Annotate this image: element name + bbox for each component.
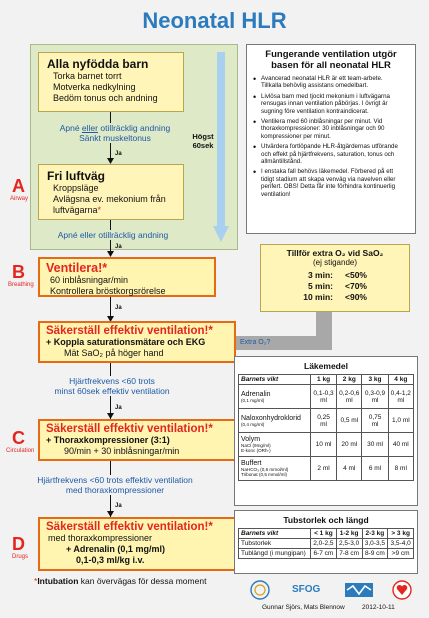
- principle-text-line: I enstaka fall behövs läkemedel. Förbered på ett: [261, 168, 394, 176]
- heart-logo-icon: [392, 580, 412, 600]
- medication-dose-cell: 4 ml: [337, 457, 362, 481]
- hr-condition-2-line1: Hjärtfrekvens <60 trots effektiv ventilation: [37, 475, 193, 485]
- o2-threshold-row: [261, 292, 409, 303]
- yes-label-1: Ja: [115, 151, 122, 157]
- tube-row: [239, 539, 414, 549]
- medication-dose-cell: 6 ml: [362, 457, 388, 481]
- hr-condition-1-line2: minst 60sek effektiv ventilation: [54, 386, 170, 396]
- medication-dose-cell: 0,75 ml: [362, 409, 388, 433]
- step-letter-c: C: [12, 428, 25, 448]
- medications-header-col: 2 kg: [337, 375, 362, 385]
- medication-sub: (0,4 mg/ml): [241, 421, 265, 427]
- principles-heading: [253, 49, 409, 71]
- intubation-rest: kan övervägas för dessa moment: [78, 576, 207, 586]
- medications-header-col: 3 kg: [362, 375, 388, 385]
- yes-label-3: Ja: [115, 305, 122, 311]
- medications-header-row: [239, 375, 414, 385]
- tube-value-cell: 2,0-2,5: [311, 539, 337, 549]
- ensure-ventilation-box-d: [38, 517, 236, 571]
- apnea-condition-2: Apné eller otillräcklig andning: [48, 230, 178, 240]
- principle-text-line: rensugas innan ventilation påbörjas. I övrigt är: [261, 100, 388, 108]
- box2-line-2: Avlägsna ev. mekonium från: [53, 194, 166, 204]
- o2-box-line2: (ej stigande): [312, 258, 358, 267]
- ensure-d-line-3: 0,1-0,3 ml/kg i.v.: [76, 555, 145, 565]
- principle-item: [253, 75, 409, 90]
- medication-dose-cell: 40 ml: [388, 433, 413, 457]
- o2-threshold-value: <90%: [345, 292, 367, 302]
- apnea-condition-1-line2: Sänkt muskeltonus: [79, 133, 151, 143]
- o2-threshold-time: 10 min:: [303, 292, 333, 302]
- medication-dose-cell: 0,4-1,2 ml: [388, 385, 413, 409]
- ensure-c-line-2: 90/min + 30 inblåsningar/min: [64, 446, 180, 456]
- sfog-logo: SFOG: [292, 584, 321, 595]
- footer-authors: Gunnar Sjörs, Mats Blennow: [262, 604, 345, 611]
- medication-sub2: Tribonat (0,5 mmol/ml): [241, 472, 288, 477]
- intubation-star: *: [34, 576, 38, 586]
- box1-line-3: Bedöm tonus och andning: [53, 93, 158, 103]
- o2-box-line1: Tillför extra O₂ vid SaO₂: [286, 248, 384, 258]
- bullet-icon: •: [253, 91, 257, 102]
- o2-threshold-row: [261, 270, 409, 281]
- tube-row: [239, 549, 414, 559]
- step-sub-airway: Airway: [10, 196, 29, 202]
- hr-condition-2-line2: med thoraxkompressioner: [65, 485, 165, 495]
- tube-value-cell: 3,0-3,5: [362, 539, 388, 549]
- seal-logo-icon: [250, 580, 270, 600]
- medication-dose-cell: 8 ml: [388, 457, 413, 481]
- medications-title: Läkemedel: [304, 361, 348, 371]
- medication-sub2: E-konc (ORh-): [241, 448, 271, 453]
- tube-value-cell: 8-9 cm: [362, 549, 388, 559]
- o2-threshold-row: [261, 281, 409, 292]
- apnea-or-underlined: eller: [81, 123, 98, 133]
- tubes-header-col: 1-2 kg: [336, 529, 362, 539]
- principle-text-line: thoraxkompressioner: 30 inblåsningar och 90: [261, 125, 385, 133]
- tubes-header-col: > 3 kg: [388, 529, 414, 539]
- principles-panel: [246, 44, 416, 234]
- medication-dose-cell: 1,0 ml: [388, 409, 413, 433]
- bullet-icon: •: [253, 142, 257, 153]
- o2-threshold-value: <70%: [345, 281, 367, 291]
- principle-text-line: kompressioner per minut.: [261, 132, 331, 140]
- medication-name-cell: [239, 409, 311, 433]
- principle-text-line: tidigt stadium att skapa venväg via navelven eller: [261, 175, 396, 183]
- box2-line-3-wrap: [53, 205, 175, 216]
- tube-value-cell: 7-8 cm: [336, 549, 362, 559]
- ventilate-box: [38, 257, 216, 297]
- principle-text-line: Ventilera med 60 inblåsningar per minut. Vid: [261, 118, 383, 126]
- medication-dose-cell: 0,1-0,3 ml: [311, 385, 337, 409]
- box2-line-1: Kroppsläge: [53, 183, 99, 193]
- tubes-title: Tubstorlek och längd: [283, 515, 369, 525]
- ensure-d-line-2: + Adrenalin (0,1 mg/ml): [66, 544, 165, 554]
- medication-dose-cell: 0,5 ml: [337, 409, 362, 433]
- medication-name: Adrenalin: [241, 390, 271, 398]
- ventilate-line-2: Kontrollera bröstkorgsrörelse: [50, 286, 166, 296]
- ensure-c-line-1: + Thoraxkompressioner (3:1): [46, 435, 170, 445]
- apnea-text-b: otillräcklig andning: [97, 123, 171, 133]
- tube-value-cell: >9 cm: [388, 549, 414, 559]
- ensure1-line-2: Mät SaO₂ på höger hand: [64, 348, 164, 358]
- principle-text-line: och effekt på hjärtfrekvens, saturation, tonus och: [261, 150, 395, 158]
- tubes-header-weight: Barnets vikt: [239, 529, 311, 539]
- ensure-ventilation-box-1: [38, 321, 236, 363]
- step-letter-b: B: [12, 262, 25, 282]
- intubation-note: [34, 576, 206, 586]
- principle-item: [253, 168, 409, 198]
- medication-row: [239, 433, 414, 457]
- principle-text-line: Utvärdera fortlöpande HLR-åtgärdernas utförande: [261, 143, 398, 151]
- principle-text-line: Avancerad neonatal HLR är ett team-arbete.: [261, 75, 383, 82]
- page-title: Neonatal HLR: [142, 8, 287, 33]
- medication-dose-cell: 30 ml: [362, 433, 388, 457]
- ensure1-line-1: + Koppla saturationsmätare och EKG: [46, 337, 206, 347]
- tube-value-cell: 2,5-3,0: [336, 539, 362, 549]
- ensure-d-line-1: med thoraxkompressioner: [48, 533, 153, 543]
- medication-name-cell: [239, 385, 311, 409]
- medication-row: [239, 409, 414, 433]
- time-limit-line1: Högst: [192, 132, 214, 141]
- medication-dose-cell: 10 ml: [311, 433, 337, 457]
- medication-name: Buffert: [241, 460, 262, 467]
- principle-item: [253, 118, 409, 140]
- ventilate-heading: Ventilera!*: [46, 261, 108, 275]
- bullet-icon: •: [253, 117, 257, 128]
- yes-label-5: Ja: [115, 503, 122, 509]
- tubes-header-row: [239, 529, 414, 539]
- principles-list: [253, 75, 409, 198]
- medications-header-col: 4 kg: [388, 375, 413, 385]
- o2-threshold-time: 5 min:: [307, 281, 333, 291]
- principle-text-line: ventilation!: [261, 190, 291, 198]
- apnea-condition-1-line1: [50, 123, 180, 133]
- medication-dose-cell: 2 ml: [311, 457, 337, 481]
- extra-o2-label: Extra O₂?: [240, 339, 271, 346]
- medication-name: Naloxonhydroklorid: [241, 414, 301, 422]
- ventilate-line-1: 60 inblåsningar/min: [50, 275, 129, 285]
- tube-name-cell: Tublängd (i mungipan): [239, 549, 311, 559]
- medication-dose-cell: 20 ml: [337, 433, 362, 457]
- o2-threshold-list: [261, 270, 409, 303]
- all-newborns-box: [38, 52, 184, 112]
- medications-header-weight: Barnets vikt: [239, 375, 311, 385]
- intubation-bold: Intubation: [37, 576, 79, 586]
- step-sub-drugs: Drugs: [12, 554, 29, 560]
- box2-line-3: luftvägarna: [53, 205, 98, 215]
- medication-name-cell: [239, 433, 311, 457]
- principle-item: [253, 93, 409, 115]
- society-logo-icon: [344, 580, 374, 600]
- hr-condition-1-line1: Hjärtfrekvens <60 trots: [69, 376, 155, 386]
- ensure-ventilation-box-c: [38, 419, 236, 461]
- medication-dose-cell: 0,3-0,9 ml: [362, 385, 388, 409]
- logo-row: [246, 580, 416, 602]
- clear-airway-box: [38, 164, 184, 220]
- o2-threshold-value: <50%: [345, 270, 367, 280]
- tube-value-cell: 3,5-4,0: [388, 539, 414, 549]
- medication-dose-cell: 0,2-0,6 ml: [337, 385, 362, 409]
- time-limit-line2: 60sek: [192, 141, 214, 150]
- tube-value-cell: 6-7 cm: [311, 549, 337, 559]
- tubes-header-col: < 1 kg: [311, 529, 337, 539]
- box1-line-1: Torka barnet torrt: [53, 71, 122, 81]
- tubes-header-col: 2-3 kg: [362, 529, 388, 539]
- time-limit-label: [190, 132, 216, 150]
- tubes-panel: [234, 510, 418, 574]
- medication-sub: NaHCO₃ (0,6 mmol/ml): [241, 467, 289, 472]
- principles-heading-line1: Fungerande ventilation utgör: [265, 49, 397, 60]
- apnea-condition-1: [50, 123, 180, 143]
- all-newborns-heading: Alla nyfödda barn: [47, 57, 149, 71]
- yes-label-4: Ja: [115, 405, 122, 411]
- apnea-text-a: Apné: [59, 123, 82, 133]
- principle-text-line: Tillkalla behövlig assistans omedelbart.: [261, 82, 369, 90]
- medications-panel: [234, 356, 418, 506]
- tubes-table: [238, 528, 414, 559]
- medication-sub: NaCl (9mg/ml): [241, 443, 271, 448]
- footer-date: 2012-10-11: [362, 604, 395, 611]
- tube-name-cell: Tubstorlek: [239, 539, 311, 549]
- principle-text-line: Livlösa barn med tjockt mekonium i luftvägarna: [261, 92, 390, 100]
- principle-item: [253, 143, 409, 165]
- medications-table: [238, 374, 414, 481]
- clear-airway-heading: Fri luftväg: [47, 169, 106, 183]
- medications-header-col: 1 kg: [311, 375, 337, 385]
- medication-dose-cell: 0,25 ml: [311, 409, 337, 433]
- box2-star: *: [97, 205, 102, 215]
- principle-text-line: allmäntillstånd.: [261, 158, 302, 166]
- step-sub-circulation: Circulation: [6, 448, 35, 454]
- heart-rate-condition-2: [30, 475, 200, 495]
- ensure-heading-c: Säkerställ effektiv ventilation!*: [46, 423, 213, 435]
- step-letter-a: A: [12, 176, 25, 196]
- box1-line-2: Motverka nedkylning: [53, 82, 136, 92]
- medication-name: Volym: [241, 436, 261, 443]
- principles-heading-line2: basen för all neonatal HLR: [271, 60, 391, 71]
- principle-text-line: perifert. OBS! Detta får inte förhindra kontinuerlig: [261, 183, 396, 191]
- o2-threshold-time: 3 min:: [307, 270, 333, 280]
- bullet-icon: •: [253, 167, 257, 178]
- ensure-heading-d: Säkerställ effektiv ventilation!*: [46, 521, 213, 533]
- extra-oxygen-box: [260, 244, 410, 312]
- step-sub-breathing: Breathing: [8, 282, 34, 288]
- step-letter-d: D: [12, 534, 25, 554]
- bullet-icon: •: [253, 74, 257, 84]
- principle-text-line: sugning före ventilation kontraindicerat.: [261, 107, 369, 115]
- medication-sub: (0,1 mg/ml): [241, 397, 265, 403]
- heart-rate-condition-1: [42, 376, 182, 396]
- yes-label-2: Ja: [115, 244, 122, 250]
- medication-name-cell: [239, 457, 311, 481]
- medication-row: [239, 385, 414, 409]
- medication-row: [239, 457, 414, 481]
- ensure-heading-1: Säkerställ effektiv ventilation!*: [46, 325, 213, 337]
